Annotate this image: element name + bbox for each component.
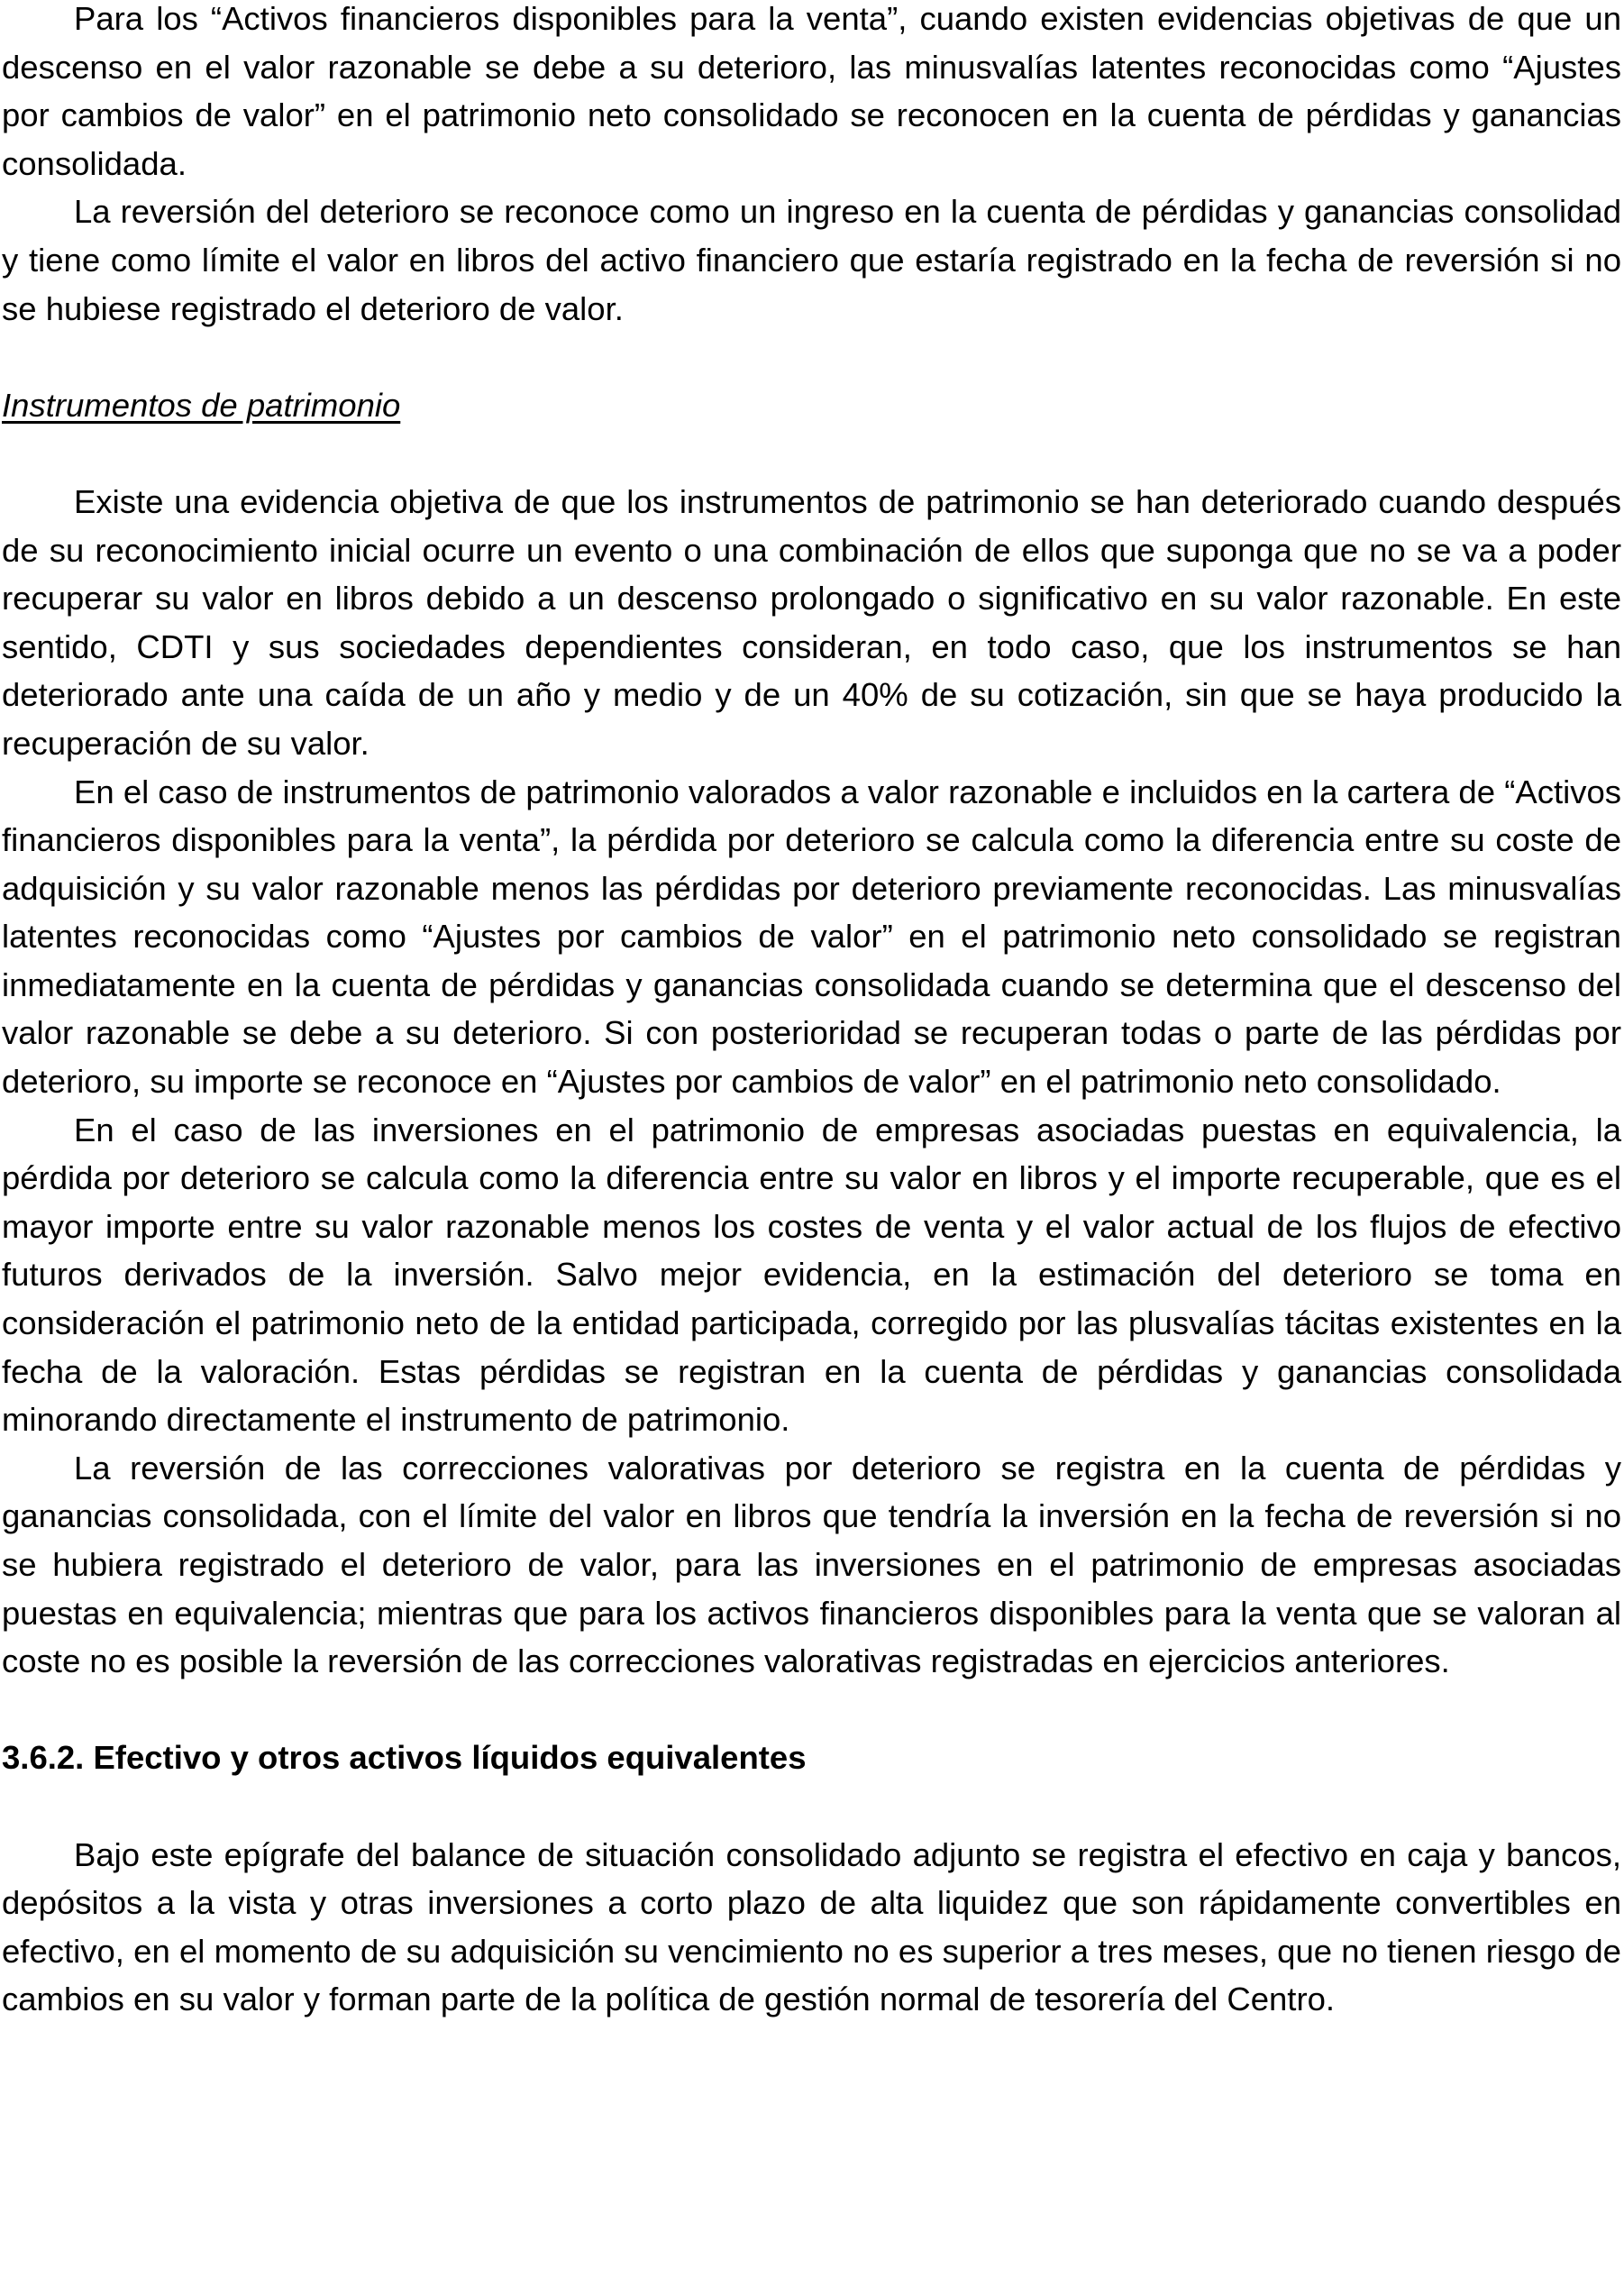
body-paragraph: La reversión del deterioro se reconoce como un ingreso en la cuenta de pérdidas y ganancias consolidad y tiene como límite el valor en libros del activo financiero que estaría registrado en la fecha de reversión si no se hubiese registrado el deterioro de valor. [2, 193, 1621, 327]
body-paragraph: La reversión de las correcciones valorativas por deterioro se registra en la cuenta de pérdidas y ganancias consolidada, con el límite del valor en libros que tendría la inversión en la fecha de reversión si no se hubiera registrado el deterioro de valor, para las inversiones en el patrimonio de empresas asociadas puestas en equivalencia; mientras que para los activos financieros disponibles para la venta que se valoran al coste no es posible la reversión de las correcciones valorativas registradas en ejercicios anteriores. [2, 1449, 1621, 1680]
spacer [2, 1686, 1624, 1734]
section-title: 3.6.2. Efectivo y otros activos líquidos equivalentes [2, 1739, 807, 1777]
spacer [2, 1782, 1624, 1831]
subheading: Instrumentos de patrimonio [2, 386, 401, 424]
body-paragraph: Para los “Activos financieros disponibles para la venta”, cuando existen evidencias objetivas de que un descenso en el valor razonable se debe a su deterioro, las minusvalías latentes reconocidas como “Ajustes por cambios de valor” en el patrimonio neto consolidado se reconocen en la cuenta de pérdidas y ganancias consolidada. [2, 0, 1621, 182]
body-paragraph: En el caso de las inversiones en el patrimonio de empresas asociadas puestas en equivalencia, la pérdida por deterioro se calcula como la diferencia entre su valor en libros y el importe recuperable, que es el mayor importe entre su valor razonable menos los costes de venta y el valor actual de los flujos de efectivo futuros derivados de la inversión. Salvo mejor evidencia, en la estimación del deterioro se toma en consideración el patrimonio neto de la entidad participada, corregido por las plusvalías tácitas existentes en la fecha de la valoración. Estas pérdidas se registran en la cuenta de pérdidas y ganancias consolidada minorando directamente el instrumento de patrimonio. [2, 1111, 1621, 1439]
body-paragraph: Bajo este epígrafe del balance de situación consolidado adjunto se registra el efectivo en caja y bancos, depósitos a la vista y otras inversiones a corto plazo de alta liquidez que son rápidamente convertibles en efectivo, en el momento de su adquisición su vencimiento no es superior a tres meses, que no tienen riesgo de cambios en su valor y forman parte de la política de gestión normal de tesorería del Centro. [2, 1835, 1621, 2018]
spacer [2, 333, 1624, 381]
spacer [2, 429, 1624, 478]
body-paragraph: Existe una evidencia objetiva de que los instrumentos de patrimonio se han deteriorado cuando después de su reconocimiento inicial ocurre un evento o una combinación de ellos que suponga que no se va a poder recuperar su valor en libros debido a un descenso prolongado o significativo en su valor razonable. En este sentido, CDTI y sus sociedades dependientes consideran, en todo caso, que los instrumentos se han deteriorado ante una caída de un año y medio y de un 40% de su cotización, sin que se haya producido la recuperación de su valor. [2, 482, 1621, 762]
body-paragraph: En el caso de instrumentos de patrimonio valorados a valor razonable e incluidos en la cartera de “Activos financieros disponibles para la venta”, la pérdida por deterioro se calcula como la diferencia entre su coste de adquisición y su valor razonable menos las pérdidas por deterioro previamente reconocidas. Las minusvalías latentes reconocidas como “Ajustes por cambios de valor” en el patrimonio neto consolidado se registran inmediatamente en la cuenta de pérdidas y ganancias consolidada cuando se determina que el descenso del valor razonable se debe a su deterioro. Si con posterioridad se recuperan todas o parte de las pérdidas por deterioro, su importe se reconoce en “Ajustes por cambios de valor” en el patrimonio neto consolidado. [2, 773, 1621, 1101]
